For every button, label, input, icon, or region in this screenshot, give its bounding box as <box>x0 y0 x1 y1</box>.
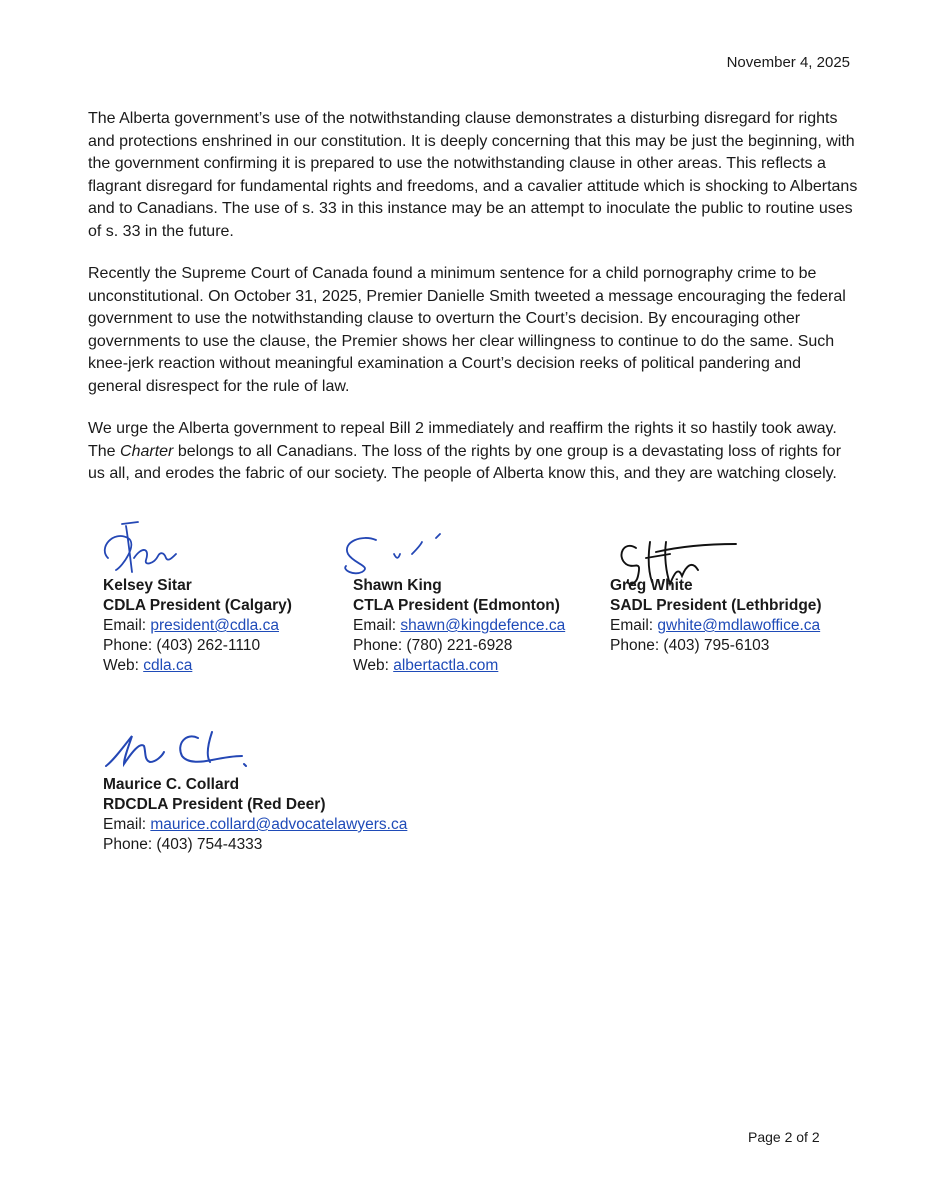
email-link[interactable]: president@cdla.ca <box>150 617 279 634</box>
email-link[interactable]: gwhite@mdlawoffice.ca <box>657 617 821 634</box>
signatory-phone: Phone: (780) 221-6928 <box>353 637 513 654</box>
signatory-name: Shawn King <box>353 577 442 594</box>
paragraph-3: We urge the Alberta government to repeal Bill 2 immediately and reaffirm the rights it so hastily took away. The Charter belongs to all Canadians. The loss of the rights by one group is a devastating loss of rights for us all, and erodes the fabric of our society. The people of Alberta know this, and they are watching closely. <box>88 420 842 482</box>
web-link[interactable]: cdla.ca <box>143 657 193 674</box>
signatory-maurice-collard <box>103 775 407 855</box>
signature-shawn-king <box>336 528 446 578</box>
charter-italic: Charter <box>120 442 174 460</box>
page-number: Page 2 of 2 <box>748 1129 820 1145</box>
signatory-greg-white <box>610 576 822 656</box>
email-link[interactable]: maurice.collard@advocatelawyers.ca <box>150 816 408 833</box>
signatory-role: CDLA President (Calgary) <box>103 597 292 614</box>
signatory-email: Email: gwhite@mdlawoffice.ca <box>610 617 821 634</box>
signature-kelsey-sitar <box>98 518 188 580</box>
signature-maurice-collard <box>102 722 252 774</box>
signatory-web: Web: albertactla.com <box>353 657 499 674</box>
signatory-name: Greg White <box>610 577 693 594</box>
signatory-email: Email: president@cdla.ca <box>103 617 279 634</box>
signatory-shawn-king <box>353 576 565 676</box>
paragraph-2: Recently the Supreme Court of Canada found a minimum sentence for a child pornography crime to be unconstitutional. On October 31, 2025, Premier Danielle Smith tweeted a message encouraging the federal government to use the notwithstanding clause to overturn the Court’s decision. By encouraging other governments to use the clause, the Premier shows her clear willingness to continue to do the same. Such knee-jerk reaction without meaningful examination a Court’s decision reeks of political pandering and general disrespect for the rule of law. <box>88 265 846 395</box>
signatory-web: Web: cdla.ca <box>103 657 193 674</box>
web-link[interactable]: albertactla.com <box>393 657 499 674</box>
letter-body <box>88 108 858 506</box>
signatory-phone: Phone: (403) 795-6103 <box>610 637 770 654</box>
signatory-email: Email: maurice.collard@advocatelawyers.ca <box>103 816 408 833</box>
email-link[interactable]: shawn@kingdefence.ca <box>400 617 566 634</box>
signatory-phone: Phone: (403) 754-4333 <box>103 836 263 853</box>
signatory-name: Kelsey Sitar <box>103 577 192 594</box>
signatory-kelsey-sitar <box>103 576 292 676</box>
signatory-phone: Phone: (403) 262-1110 <box>103 637 261 654</box>
signatory-role: RDCDLA President (Red Deer) <box>103 796 326 813</box>
letter-date: November 4, 2025 <box>726 54 850 71</box>
signatory-email: Email: shawn@kingdefence.ca <box>353 617 566 634</box>
signatory-name: Maurice C. Collard <box>103 776 240 793</box>
signatory-role: CTLA President (Edmonton) <box>353 597 560 614</box>
signatory-role: SADL President (Lethbridge) <box>610 597 822 614</box>
paragraph-1: The Alberta government’s use of the notwithstanding clause demonstrates a disturbing disregard for rights and protections enshrined in our constitution. It is deeply concerning that this may be just the beginning, with the government confirming it is prepared to use the notwithstanding clause in other areas. This reflects a flagrant disregard for fundamental rights and freedoms, and a cavalier attitude which is shocking to Albertans and to Canadians. The use of s. 33 in this instance may be an attempt to inoculate the public to routine uses of s. 33 in the future. <box>88 110 858 240</box>
